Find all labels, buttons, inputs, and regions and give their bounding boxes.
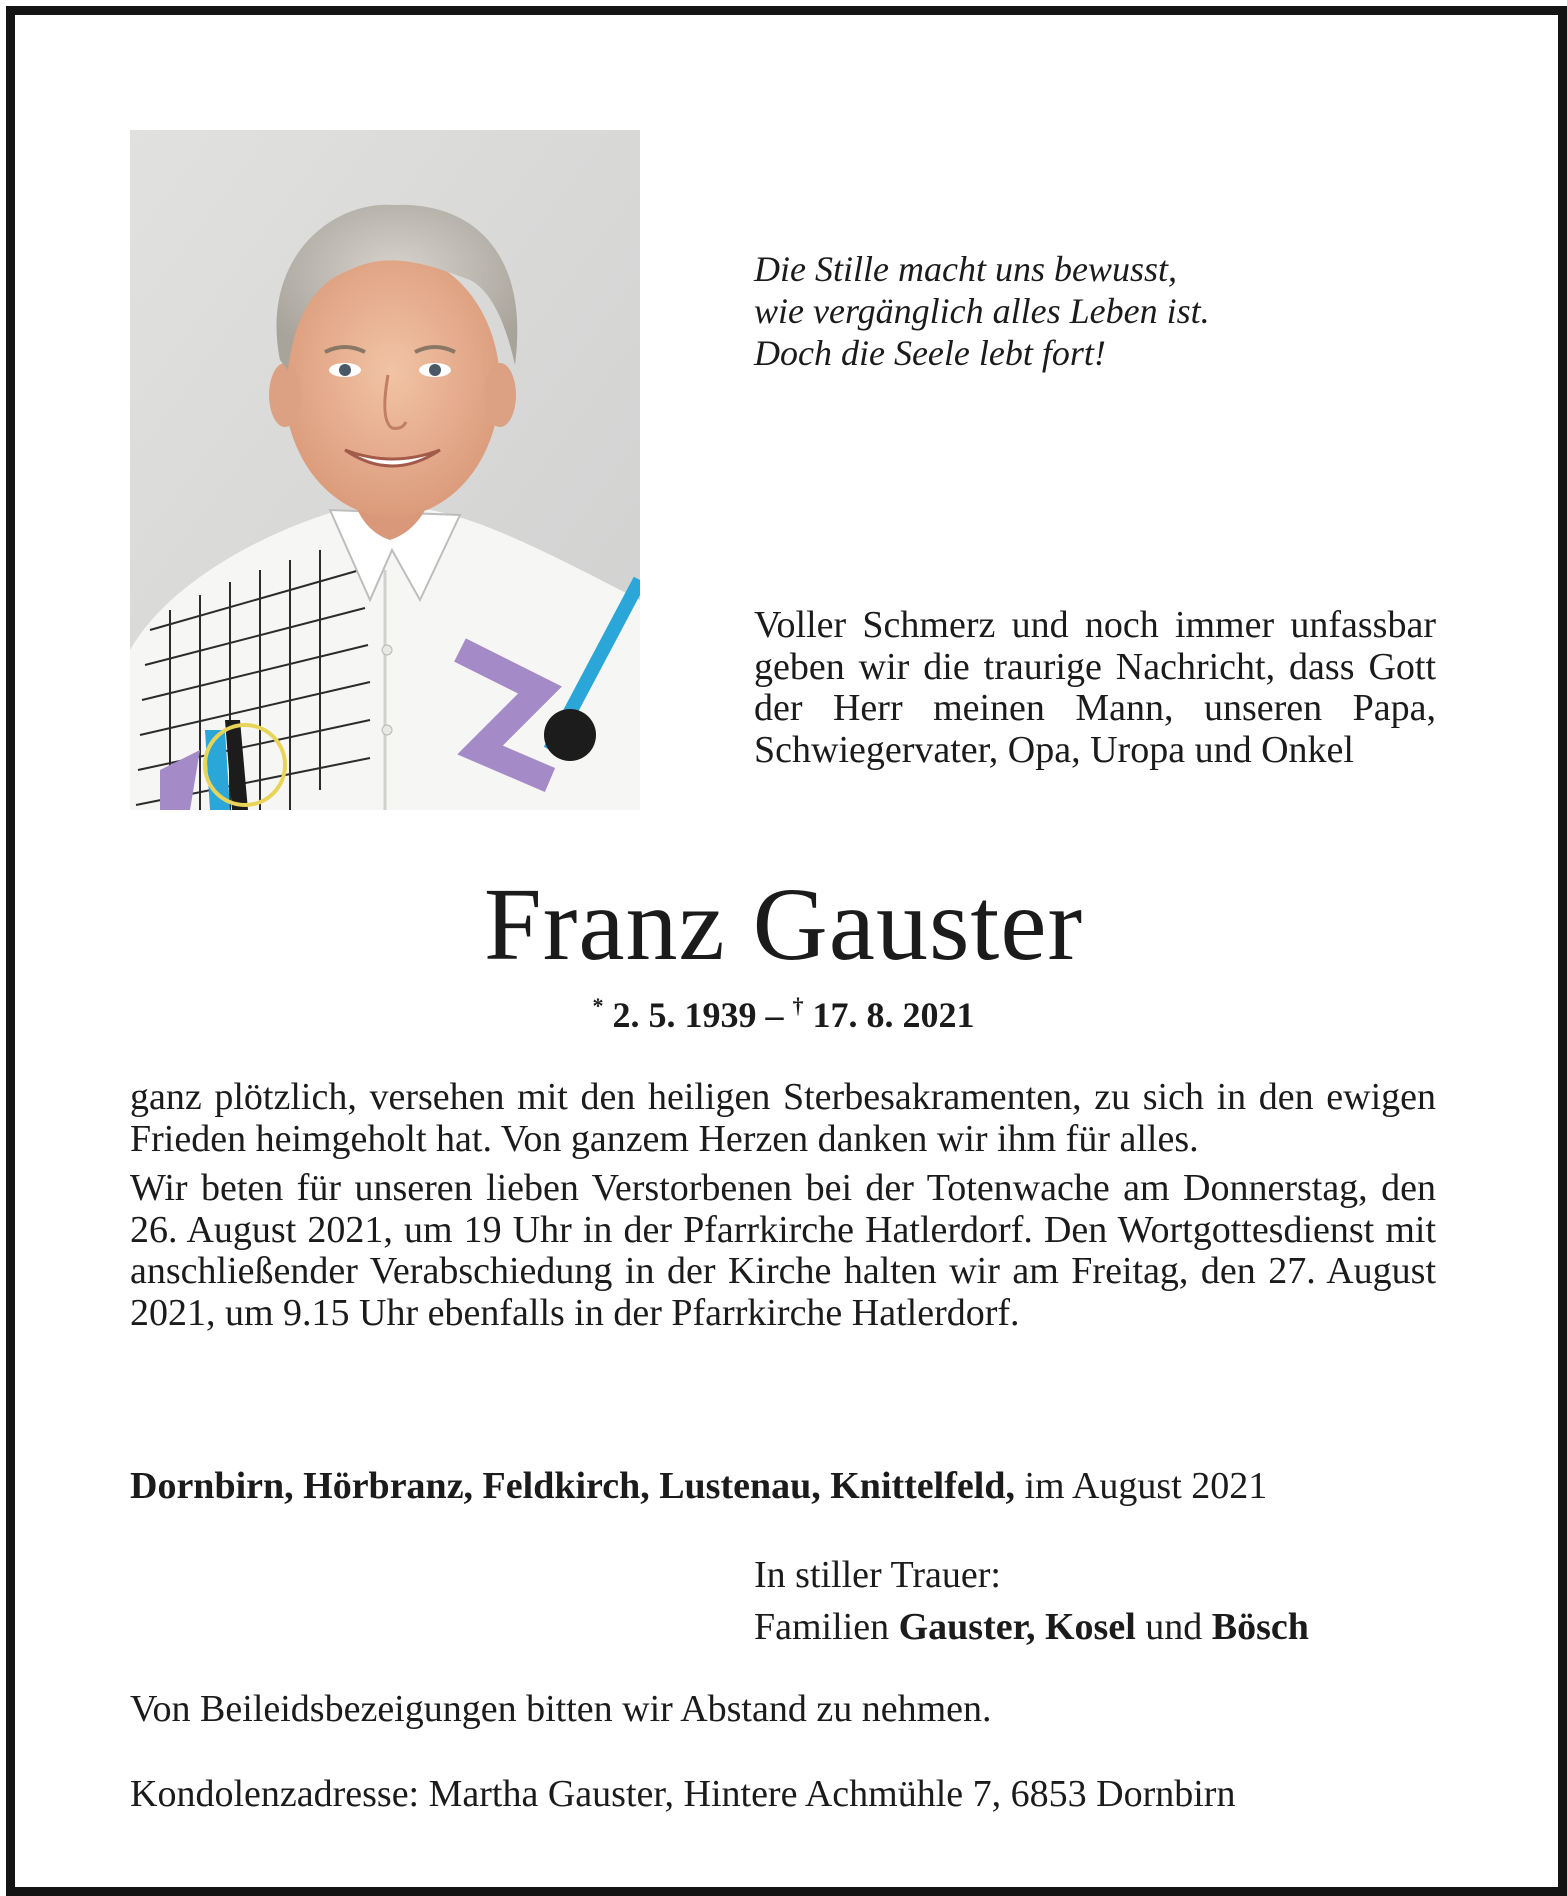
motto-line: Die Stille macht uns bewusst, bbox=[754, 249, 1177, 289]
birth-date: 2. 5. 1939 bbox=[612, 995, 757, 1035]
announcement-body bbox=[130, 1077, 1436, 1334]
condolence-request: Von Beileidsbezeigungen bitten wir Abstand zu nehmen. bbox=[130, 1688, 992, 1730]
family-name-last: Bösch bbox=[1211, 1606, 1309, 1648]
condolence-address: Kondolenzadresse: Martha Gauster, Hintere Achmühle 7, 6853 Dornbirn bbox=[130, 1773, 1236, 1815]
families-connector: und bbox=[1135, 1606, 1212, 1648]
families-prefix: Familien bbox=[754, 1606, 899, 1648]
places-list: Dornbirn, Hörbranz, Feldkirch, Lustenau, Knittelfeld, bbox=[130, 1465, 1015, 1507]
places-and-date bbox=[130, 1464, 1530, 1508]
portrait-photo bbox=[130, 130, 640, 810]
memorial-motto bbox=[754, 248, 1474, 374]
mourning-heading: In stiller Trauer: bbox=[754, 1554, 1001, 1596]
motto-line: Doch die Seele lebt fort! bbox=[754, 333, 1106, 373]
family-names: Gauster, Kosel bbox=[898, 1606, 1136, 1648]
date-separator: – bbox=[756, 995, 793, 1035]
death-date: 17. 8. 2021 bbox=[812, 995, 975, 1035]
birth-symbol: * bbox=[592, 993, 604, 1018]
life-dates bbox=[0, 993, 1567, 1037]
death-symbol: † bbox=[792, 993, 804, 1018]
body-paragraph: Wir beten für unseren lieben Verstorbenen bei der Totenwache am Donnerstag, den 26. August 2021, um 19 Uhr in der Pfarrkirche Hatlerdorf. Den Wortgottesdienst mit anschließender Verabschiedung in der Kirche halten wir am Freitag, den 27. August 2021, um 9.15 Uhr ebenfalls in der Pfarrkirche Hatlerdorf. bbox=[130, 1167, 1436, 1334]
mourning-families bbox=[754, 1601, 1514, 1653]
announcement-intro: Voller Schmerz und noch immer unfassbar geben wir die traurige Nachricht, dass Gott der Herr meinen Mann, unseren Papa, Schwiegervater, Opa, Uropa und Onkel bbox=[754, 604, 1436, 771]
body-paragraph: ganz plötzlich, versehen mit den heiligen Sterbesakramenten, zu sich in den ewigen Frieden heimgeholt hat. Von ganzem Herzen danken wir ihm für alles. bbox=[130, 1076, 1436, 1160]
deceased-name: Franz Gauster bbox=[483, 867, 1084, 982]
mourning-signature bbox=[754, 1549, 1514, 1653]
shirt-black-dot bbox=[544, 709, 596, 761]
notice-date: im August 2021 bbox=[1014, 1465, 1268, 1507]
motto-line: wie vergänglich alles Leben ist. bbox=[754, 291, 1210, 331]
